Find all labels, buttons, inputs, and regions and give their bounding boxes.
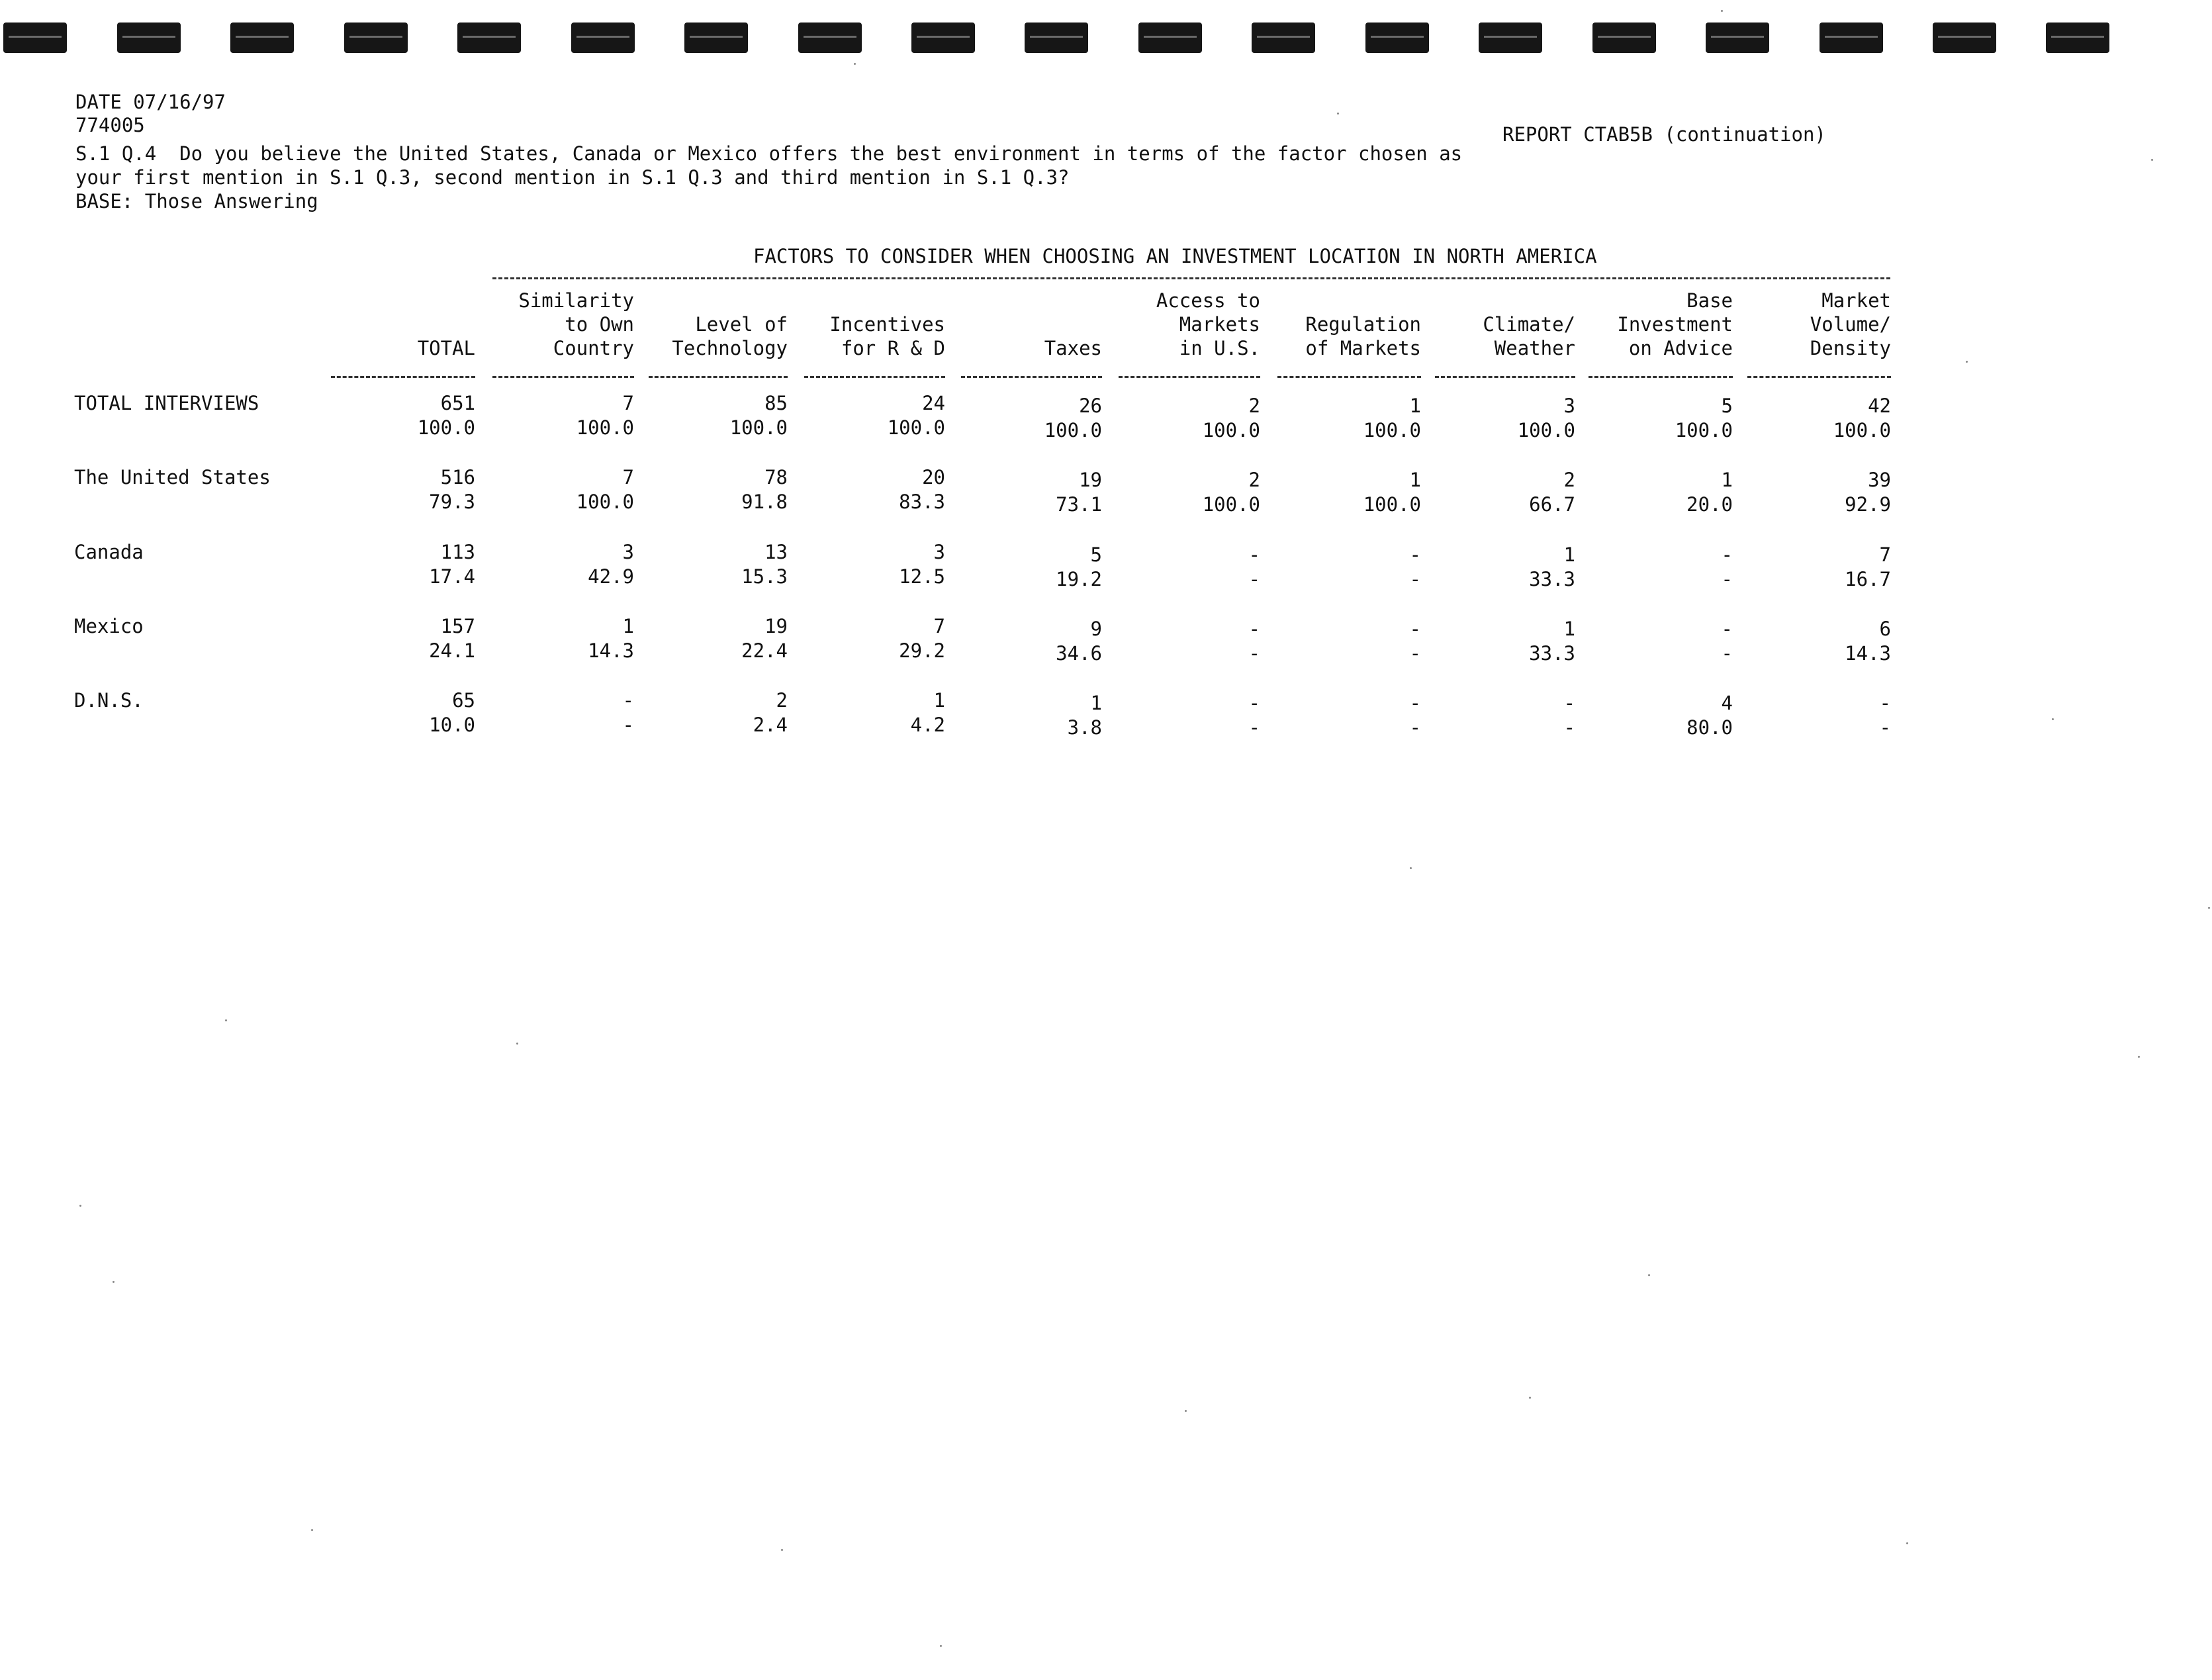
base-note: BASE: Those Answering [75,190,318,212]
percent-cell: 14.3 [1845,642,1891,665]
report-id: REPORT CTAB5B (continuation) [1502,123,1826,146]
column-header: Similarity to Own Country [518,289,634,359]
percent-cell: 24.1 [429,639,475,662]
percent-cell: 15.3 [741,565,788,588]
count-cell: 7 [622,466,634,489]
column-header: Base Investment on Advice [1617,289,1733,359]
percent-cell: 100.0 [1833,419,1891,442]
job-number: 774005 [75,114,145,136]
percent-cell: - [1409,568,1421,590]
percent-cell: 83.3 [899,490,945,513]
percent-cell: 42.9 [588,565,634,588]
count-cell: 516 [440,466,475,489]
percent-cell: 100.0 [1202,493,1260,516]
percent-cell: 66.7 [1529,493,1575,516]
count-cell: 1 [622,615,634,637]
count-cell: 42 [1868,395,1891,417]
column-underline [649,376,788,378]
count-cell: 24 [922,392,945,414]
count-cell: 1 [1563,543,1575,566]
count-cell: 6 [1879,618,1891,640]
count-cell: 113 [440,541,475,563]
column-underline [1119,376,1260,378]
count-cell: - [1248,692,1260,714]
punch-hole [344,23,408,53]
scan-speck [1966,361,1968,363]
percent-cell: 10.0 [429,714,475,736]
percent-cell: 19.2 [1056,568,1102,590]
percent-cell: 92.9 [1845,493,1891,516]
column-underline [492,376,634,378]
row-label: The United States [74,466,271,489]
count-cell: 157 [440,615,475,637]
count-cell: 2 [1248,469,1260,491]
scan-speck [225,1019,227,1021]
scan-speck [79,1205,81,1207]
count-cell: 1 [1563,618,1575,640]
count-cell: 19 [1079,469,1102,491]
column-underline [1747,376,1891,378]
count-cell: 9 [1090,618,1102,640]
percent-cell: 22.4 [741,639,788,662]
count-cell: - [1563,692,1575,714]
count-cell: 85 [764,392,788,414]
scan-speck [2151,159,2153,161]
column-underline [1589,376,1733,378]
percent-cell: 91.8 [741,490,788,513]
count-cell: 1 [933,689,945,712]
column-header: Climate/ Weather [1483,313,1575,359]
punch-hole [1025,23,1088,53]
percent-cell: 100.0 [1675,419,1733,442]
count-cell: 3 [622,541,634,563]
percent-cell: 100.0 [1517,419,1575,442]
percent-cell: 34.6 [1056,642,1102,665]
punch-hole [684,23,748,53]
column-header: TOTAL [417,337,475,359]
punch-hole [3,23,67,53]
column-underline [1435,376,1575,378]
count-cell: - [1879,692,1891,714]
percent-cell: 80.0 [1686,716,1733,739]
question-line-1: S.1 Q.4 Do you believe the United States, Canada or Mexico offers the best environment in terms of the factor chosen as [75,142,1463,165]
percent-cell: 100.0 [576,416,634,439]
count-cell: 651 [440,392,475,414]
count-cell: 5 [1090,543,1102,566]
report-date: DATE 07/16/97 [75,91,226,113]
count-cell: - [1409,543,1421,566]
scan-speck [1185,1410,1187,1412]
count-cell: 3 [1563,395,1575,417]
question-line-2: your first mention in S.1 Q.3, second mention in S.1 Q.3 and third mention in S.1 Q.3? [75,166,1070,189]
column-header: Taxes [1044,337,1102,359]
column-underline [804,376,945,378]
percent-cell: 100.0 [1202,419,1260,442]
count-cell: 4 [1721,692,1733,714]
count-cell: 2 [1248,395,1260,417]
percent-cell: - [1409,642,1421,665]
column-header: Access to Markets in U.S. [1156,289,1260,359]
percent-cell: - [1248,716,1260,739]
row-label: Mexico [74,615,144,637]
banner-title: FACTORS TO CONSIDER WHEN CHOOSING AN INVESTMENT LOCATION IN NORTH AMERICA [753,245,1597,267]
scan-speck [854,63,856,65]
scan-speck [516,1043,518,1045]
percent-cell: 79.3 [429,490,475,513]
punch-hole [1365,23,1429,53]
punch-hole [571,23,635,53]
column-underline [1277,376,1421,378]
punch-hole [457,23,521,53]
count-cell: 20 [922,466,945,489]
percent-cell: 20.0 [1686,493,1733,516]
percent-cell: 100.0 [1044,419,1102,442]
punch-hole [1138,23,1202,53]
count-cell: 2 [1563,469,1575,491]
column-header: Incentives for R & D [829,313,945,359]
count-cell: 1 [1409,395,1421,417]
scan-speck [1337,113,1339,115]
punch-hole [1252,23,1315,53]
count-cell: 1 [1409,469,1421,491]
percent-cell: 2.4 [753,714,788,736]
scan-speck [1410,867,1412,869]
count-cell: - [1248,543,1260,566]
count-cell: - [1721,618,1733,640]
count-cell: 13 [764,541,788,563]
count-cell: 7 [1879,543,1891,566]
percent-cell: 4.2 [910,714,945,736]
scan-speck [311,1529,313,1531]
percent-cell: 3.8 [1067,716,1102,739]
percent-cell: 100.0 [1363,419,1421,442]
punch-hole [1592,23,1656,53]
row-label: Canada [74,541,144,563]
count-cell: - [1248,618,1260,640]
percent-cell: 29.2 [899,639,945,662]
percent-cell: - [1409,716,1421,739]
percent-cell: - [1248,568,1260,590]
count-cell: - [1409,618,1421,640]
column-underline [961,376,1102,378]
percent-cell: - [1563,716,1575,739]
count-cell: - [622,689,634,712]
count-cell: 65 [452,689,475,712]
count-cell: 2 [776,689,788,712]
punch-hole [1479,23,1542,53]
column-header: Market Volume/ Density [1810,289,1891,359]
count-cell: 7 [933,615,945,637]
percent-cell: - [1879,716,1891,739]
scan-speck [1721,10,1723,12]
tractor-feed-strip [0,23,2212,56]
count-cell: 7 [622,392,634,414]
punch-hole [1820,23,1883,53]
percent-cell: - [622,714,634,736]
punch-hole [117,23,181,53]
percent-cell: 100.0 [576,490,634,513]
percent-cell: 100.0 [887,416,945,439]
punch-hole [2046,23,2109,53]
percent-cell: 100.0 [1363,493,1421,516]
column-header: Level of Technology [672,313,788,359]
percent-cell: 33.3 [1529,642,1575,665]
punch-hole [798,23,862,53]
column-underline [331,376,475,378]
punch-hole [1933,23,1996,53]
punch-hole [1706,23,1769,53]
percent-cell: 100.0 [729,416,788,439]
count-cell: 5 [1721,395,1733,417]
percent-cell: 73.1 [1056,493,1102,516]
scan-speck [940,1645,942,1647]
scan-speck [113,1281,115,1283]
count-cell: - [1409,692,1421,714]
percent-cell: 12.5 [899,565,945,588]
count-cell: 3 [933,541,945,563]
scan-speck [2052,718,2054,720]
percent-cell: 17.4 [429,565,475,588]
row-label: D.N.S. [74,689,144,712]
count-cell: 19 [764,615,788,637]
scan-speck [2138,1056,2140,1058]
banner-rule [492,277,1890,279]
punch-hole [230,23,294,53]
percent-cell: 33.3 [1529,568,1575,590]
count-cell: 26 [1079,395,1102,417]
percent-cell: - [1721,642,1733,665]
scan-speck [781,1549,783,1551]
punch-hole [911,23,975,53]
count-cell: - [1721,543,1733,566]
scan-speck [1648,1274,1650,1276]
count-cell: 1 [1090,692,1102,714]
percent-cell: 16.7 [1845,568,1891,590]
scan-speck [1906,1542,1908,1544]
percent-cell: - [1248,642,1260,665]
percent-cell: 14.3 [588,639,634,662]
percent-cell: - [1721,568,1733,590]
scan-speck [2208,907,2210,909]
count-cell: 1 [1721,469,1733,491]
column-header: Regulation of Markets [1305,313,1421,359]
scan-speck [1529,1397,1531,1399]
percent-cell: 100.0 [417,416,475,439]
row-label: TOTAL INTERVIEWS [74,392,259,414]
count-cell: 78 [764,466,788,489]
count-cell: 39 [1868,469,1891,491]
